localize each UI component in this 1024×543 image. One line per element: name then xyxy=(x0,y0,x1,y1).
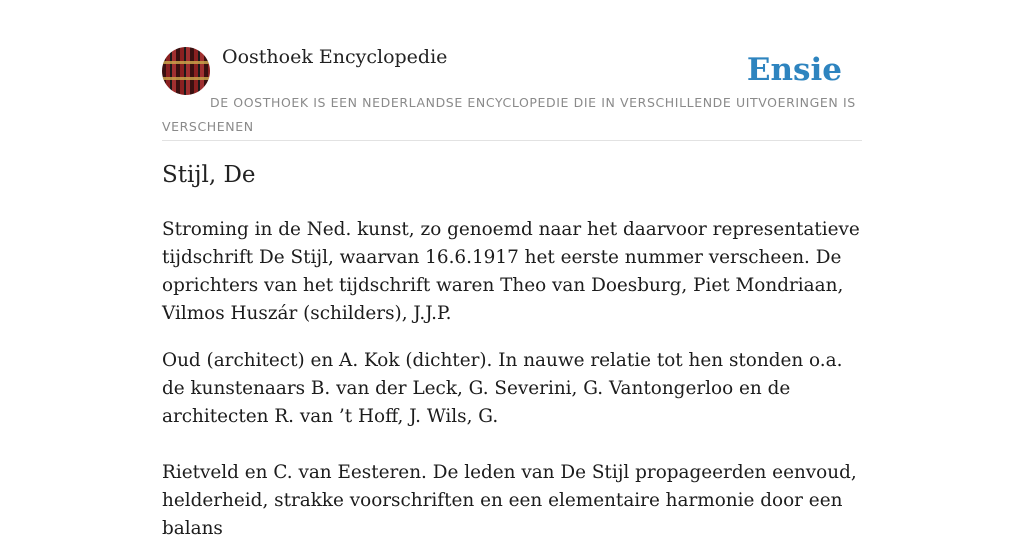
site-header xyxy=(162,0,862,141)
site-tagline: DE OOSTHOEK IS EEN NEDERLANDSE ENCYCLOPEDIE DIE IN VERSCHILLENDE UITVOERINGEN IS VERSCHENEN xyxy=(162,95,856,134)
avatar-band xyxy=(162,77,210,80)
article-paragraph: Rietveld en C. van Eesteren. De leden van De Stijl propageerden eenvoud, helderheid, strakke voorschriften en een elementaire harmonie door een balans xyxy=(162,462,857,539)
brand-logo-link[interactable]: Ensie xyxy=(746,52,842,88)
article-paragraph: Oud (architect) en A. Kok (dichter). In nauwe relatie tot hen stonden o.a. de kunstenaars B. van der Leck, G. Severini, G. Vantongerloo en de architecten R. van ’t Hoff, J. Wils, G. xyxy=(162,350,843,427)
article-body xyxy=(162,216,862,543)
site-name-link[interactable]: Oosthoek Encyclopedie xyxy=(222,46,448,68)
page xyxy=(162,0,862,539)
page-title: Stijl, De xyxy=(162,162,256,188)
article-paragraph: Stroming in de Ned. kunst, zo genoemd naar het daarvoor representatieve tijdschrift De Stijl, waarvan 16.6.1917 het eerste nummer verscheen. De oprichters van het tijdschrift waren Theo van Doesburg, Piet Mondriaan, Vilmos Huszár (schilders), J.J.P. xyxy=(162,219,860,324)
avatar-band xyxy=(162,61,210,64)
books-icon[interactable] xyxy=(162,47,210,95)
